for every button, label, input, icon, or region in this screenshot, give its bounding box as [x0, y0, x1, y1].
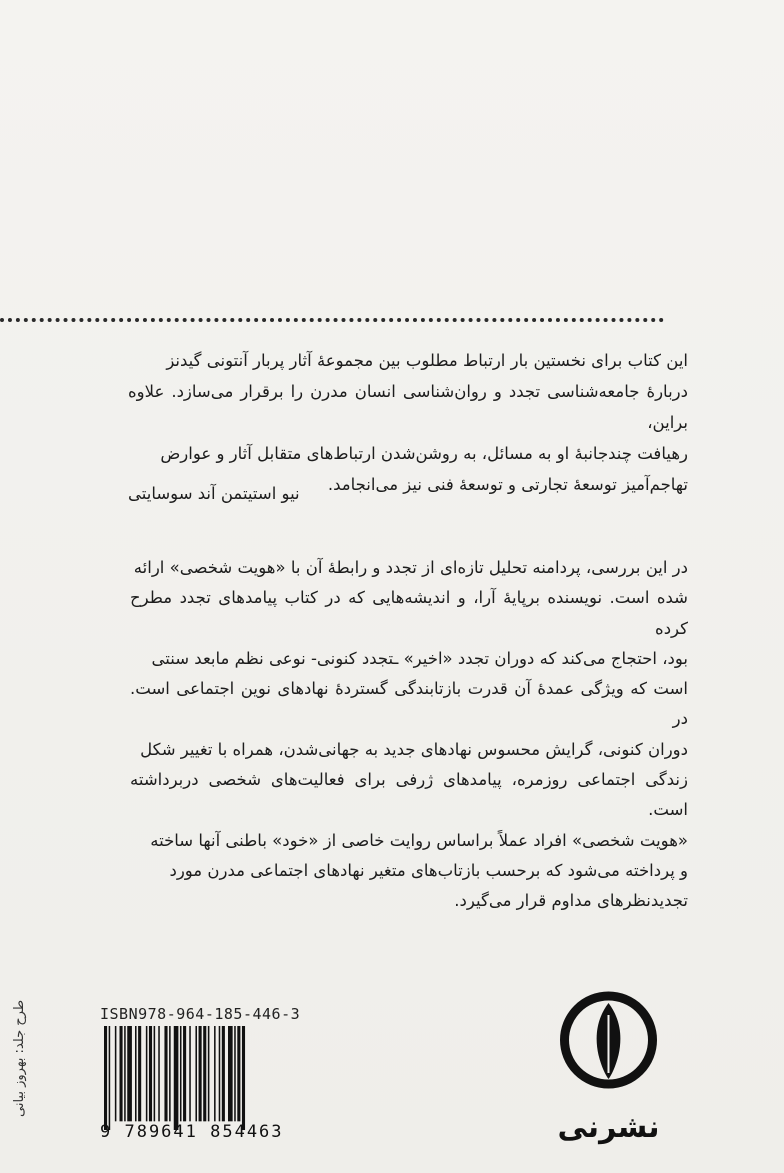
barcode-bar	[120, 1026, 123, 1121]
barcode-bar	[203, 1026, 206, 1121]
barcode-bar	[164, 1026, 167, 1121]
barcode-bar	[158, 1026, 160, 1121]
barcode-bar	[127, 1026, 132, 1121]
dotted-divider	[0, 318, 664, 322]
barcode-bar	[104, 1026, 107, 1130]
barcode-bar	[183, 1026, 186, 1121]
isbn-label: ISBN978-964-185-446-3	[100, 1005, 301, 1023]
barcode-digits: 9 789641 854463	[100, 1122, 284, 1142]
barcode-bar	[199, 1026, 202, 1121]
summary-line: شده است. نویسنده برپایهٔ آرا، و اندیشه‌هایی که در کتاب پیامدهای تجدد مطرح کرده	[130, 588, 688, 638]
barcode	[102, 1026, 302, 1130]
summary-line: زندگی اجتماعی روزمره، پیامدهای ژرفی برای فعالیت‌های شخصی دربرداشته است.	[130, 770, 688, 820]
nashr-ney-logo-icon	[556, 985, 661, 1095]
barcode-bar	[135, 1026, 137, 1121]
barcode-bar	[208, 1026, 210, 1121]
summary-line: تجدیدنظرهای مداوم قرار می‌گیرد.	[454, 891, 688, 911]
review-line: رهیافت چندجانبهٔ او به مسائل، به روشن‌شدن ارتباط‌های متقابل آثار و عوارض	[160, 444, 688, 463]
summary-line: و پرداخته می‌شود که برحسب بازتاب‌های متغیر نهادهای اجتماعی مدرن مورد	[169, 860, 688, 880]
barcode-bar	[189, 1026, 191, 1121]
barcode-bar	[214, 1026, 216, 1121]
barcode-bar	[154, 1026, 156, 1121]
barcode-bar	[109, 1026, 111, 1130]
summary-line: است که ویژگی عمدهٔ آن قدرت بازتابندگی گستردهٔ نهادهای نوین اجتماعی است. در	[130, 679, 688, 729]
barcode-bar	[115, 1026, 117, 1121]
barcode-bar	[234, 1026, 236, 1121]
barcode-bar	[219, 1026, 221, 1121]
summary-line: بود، احتجاج می‌کند که دوران تجدد «اخیر» ـتجدد کنونی- نوعی نظم مابعد سنتی	[151, 648, 688, 668]
barcode-bar	[242, 1026, 245, 1130]
barcode-bar	[124, 1026, 126, 1121]
summary-line: در این بررسی، پردامنه تحلیل تازه‌ای از تجدد و رابطهٔ آن با «هویت شخصی» ارائه	[133, 558, 688, 577]
barcode-bar	[174, 1026, 179, 1130]
summary-line: «هویت شخصی» افراد عملاً براساس روایت خاصی از «خود» باطنی آنها ساخته	[150, 830, 688, 850]
barcode-bar	[149, 1026, 152, 1121]
barcode-bar	[237, 1026, 240, 1121]
publisher-name: نشرنی	[557, 1110, 660, 1145]
review-line: دربارهٔ جامعه‌شناسی تجدد و روان‌شناسی انسان مدرن را برقرار می‌سازد. علاوه براین،	[128, 382, 688, 432]
barcode-bar	[195, 1026, 197, 1121]
barcode-bar	[146, 1026, 148, 1121]
cover-designer-credit: طرح جلد: بهروز بیانی	[12, 1000, 27, 1118]
barcode-bar	[222, 1026, 225, 1121]
review-line: این کتاب برای نخستین بار ارتباط مطلوب بین مجموعهٔ آثار پربار آنتونی گیدنز	[166, 351, 688, 370]
barcode-bar	[169, 1026, 171, 1121]
review-line: تهاجم‌آمیز توسعهٔ تجارتی و توسعهٔ فنی نیز می‌انجامد.	[327, 475, 688, 494]
barcode-bar	[180, 1026, 182, 1121]
barcode-bar	[228, 1026, 233, 1121]
review-quote	[128, 345, 688, 500]
book-summary	[130, 553, 688, 917]
summary-line: دوران کنونی، گرایش محسوس نهادهای جدید به جهانی‌شدن، همراه با تغییر شکل	[140, 739, 688, 759]
barcode-bar	[138, 1026, 141, 1121]
review-source: نیو استیتمن آند سوسایتی	[128, 484, 300, 503]
